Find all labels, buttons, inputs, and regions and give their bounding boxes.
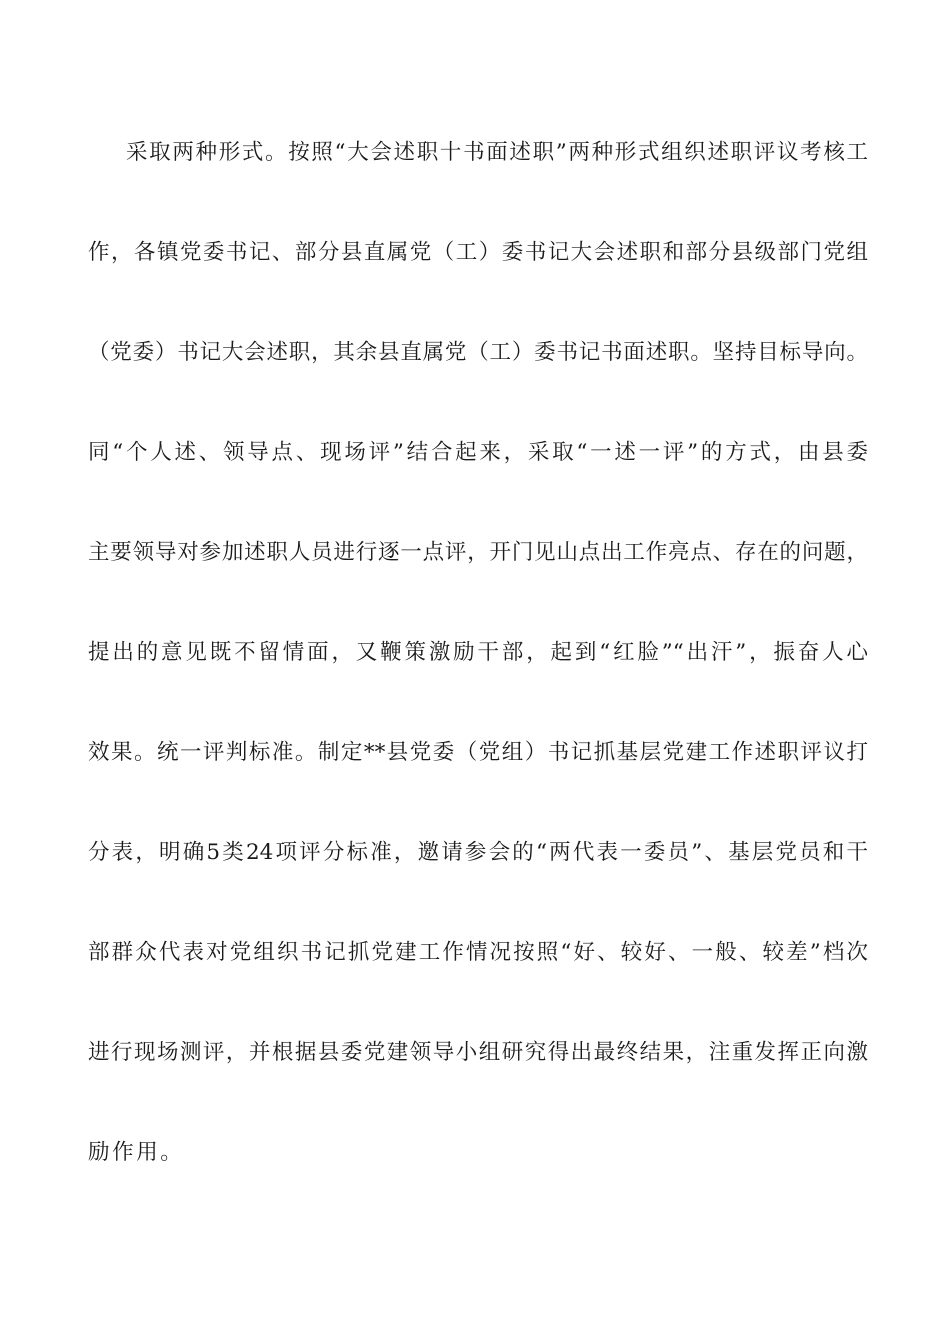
paragraph-line: 主要领导对参加述职人员进行逐一点评，开门见山点出工作亮点、存在的问题， [88, 540, 868, 565]
paragraph-line: 作，各镇党委书记、部分县直属党（工）委书记大会述职和部分县级部门党组 [88, 240, 868, 265]
paragraph-line: 效果。统一评判标准。制定**县党委（党组）书记抓基层党建工作述职评议打 [88, 740, 868, 765]
body-paragraph [88, 130, 868, 1230]
paragraph-line-last: 励作用。 [88, 1140, 185, 1165]
paragraph-line: 采取两种形式。按照“大会述职十书面述职”两种形式组织述职评议考核工 [126, 140, 868, 165]
paragraph-line: 分表，明确5类24项评分标准，邀请参会的“两代表一委员”、基层党员和干 [88, 840, 868, 865]
paragraph-line: 提出的意见既不留情面，又鞭策激励干部，起到“红脸”“出汗”，振奋人心 [88, 640, 868, 665]
paragraph-line: 部群众代表对党组织书记抓党建工作情况按照“好、较好、一般、较差”档次 [88, 940, 868, 965]
paragraph-line: 同“个人述、领导点、现场评”结合起来，采取“一述一评”的方式，由县委 [88, 440, 868, 465]
paragraph-line: （党委）书记大会述职，其余县直属党（工）委书记书面述职。坚持目标导向。 [88, 340, 868, 365]
paragraph-line: 进行现场测评，并根据县委党建领导小组研究得出最终结果，注重发挥正向激 [88, 1040, 868, 1065]
